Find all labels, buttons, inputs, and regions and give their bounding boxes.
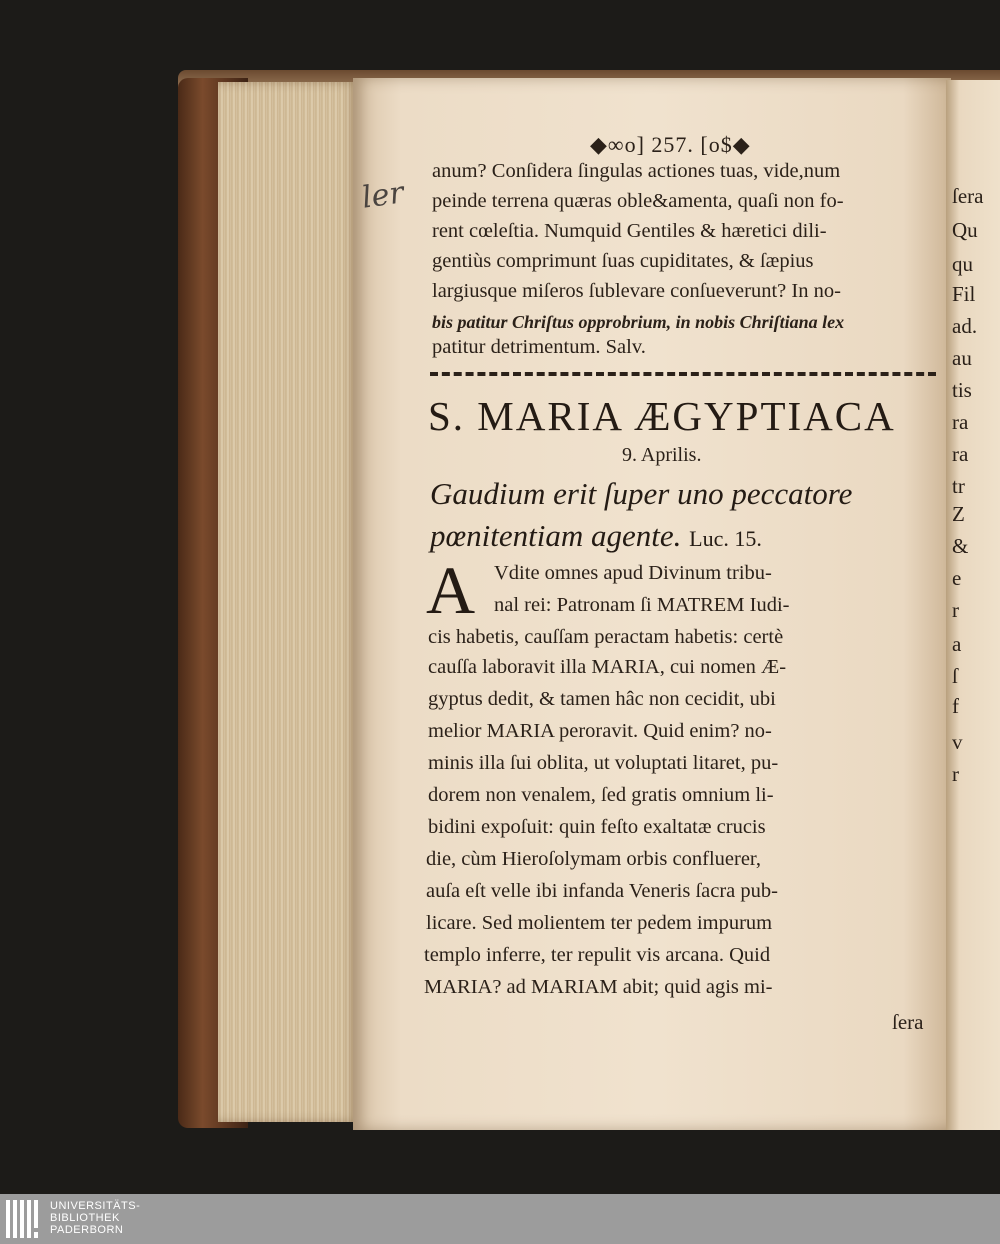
next-page-line: ad. (952, 314, 978, 338)
text-line: auſa eſt velle ibi infanda Veneris ſacra pub- (426, 880, 778, 902)
next-page-line: Fil (952, 282, 976, 306)
text-line: peinde terrena quæras oble&amenta, quaſi non fo- (432, 190, 844, 212)
text-line: patitur detrimentum. Salv. (432, 336, 646, 358)
next-page-line: tr (952, 474, 965, 498)
logo-line: PADERBORN (50, 1224, 124, 1236)
text-line-italic: bis patitur Chriſtus opprobrium, in nobis Chriſtiana lex (432, 312, 845, 332)
text-line: cauſſa laboravit illa MARIA, cui nomen Æ- (428, 656, 787, 678)
text-line: bidini expoſuit: quin feſto exaltatæ crucis (428, 816, 766, 838)
text-line: rent cœleſtia. Numquid Gentiles & hæretici dili- (432, 220, 827, 242)
next-page-line: ra (952, 442, 969, 466)
text-line: MARIA? ad MARIAM abit; quid agis mi- (424, 976, 773, 998)
next-page-line: tis (952, 378, 972, 402)
next-page-line: ra (952, 410, 969, 434)
section-divider (430, 372, 936, 376)
text-line: cis habetis, cauſſam peractam habetis: certè (428, 626, 784, 648)
text-line: gyptus dedit, & tamen hâc non cecidit, ubi (428, 688, 776, 710)
text-line: die, cùm Hieroſolymam orbis confluerer, (426, 848, 762, 870)
text-line: nal rei: Patronam ſi MATREM Iudi- (494, 594, 790, 616)
catchword: ſera (892, 1010, 924, 1034)
motto-reference: Luc. 15. (689, 526, 762, 551)
next-page-line: ſ (952, 664, 958, 688)
next-page-line: ſera (952, 184, 984, 208)
next-page-line: r (952, 762, 959, 786)
next-page-line: a (952, 632, 962, 656)
next-page-line: Qu (952, 218, 978, 242)
footer-bar (0, 1194, 1000, 1244)
logo-line: UNIVERSITÄTS- (50, 1200, 141, 1212)
page-header: ◆∞o] 257. [o$◆ (590, 132, 751, 157)
motto-text: pœnitentiam agente. (430, 518, 682, 553)
text-line: largiusque miſeros ſublevare conſueverunt? In no- (432, 280, 841, 302)
next-page-line: r (952, 598, 959, 622)
text-line: gentiùs comprimunt ſuas cupiditates, & ſæpius (432, 250, 814, 272)
text-line: dorem non venalem, ſed gratis omnium li- (428, 784, 774, 806)
logo-line: BIBLIOTHEK (50, 1212, 120, 1224)
page-edges (218, 82, 358, 1122)
next-page-line: v (952, 730, 963, 754)
right-page-fragment (946, 80, 1000, 1130)
section-date: 9. Aprilis. (622, 444, 702, 466)
text-line: anum? Conſidera ſingulas actiones tuas, vide,num (432, 160, 841, 182)
text-line: melior MARIA peroravit. Quid enim? no- (428, 720, 772, 742)
drop-capital: A (426, 552, 476, 628)
section-title: S. MARIA ÆGYPTIACA (428, 393, 896, 439)
next-page-line: e (952, 566, 962, 590)
motto-line: Gaudium erit ſuper uno peccatore (430, 476, 853, 511)
next-page-line: Z (952, 502, 965, 526)
next-page-line: au (952, 346, 972, 370)
text-line: templo inferre, ter repulit vis arcana. Quid (424, 944, 771, 966)
next-page-line: f (952, 694, 959, 718)
text-line: minis illa ſui oblita, ut voluptati litaret, pu- (428, 752, 779, 774)
next-page-line: & (952, 534, 969, 558)
next-page-line: qu (952, 252, 973, 276)
text-line: Vdite omnes apud Divinum tribu- (494, 562, 772, 584)
library-logo-text (50, 1200, 140, 1236)
motto-line (430, 518, 762, 554)
handwritten-margin-note: ler (359, 175, 406, 216)
text-line: licare. Sed molientem ter pedem impurum (426, 912, 773, 934)
